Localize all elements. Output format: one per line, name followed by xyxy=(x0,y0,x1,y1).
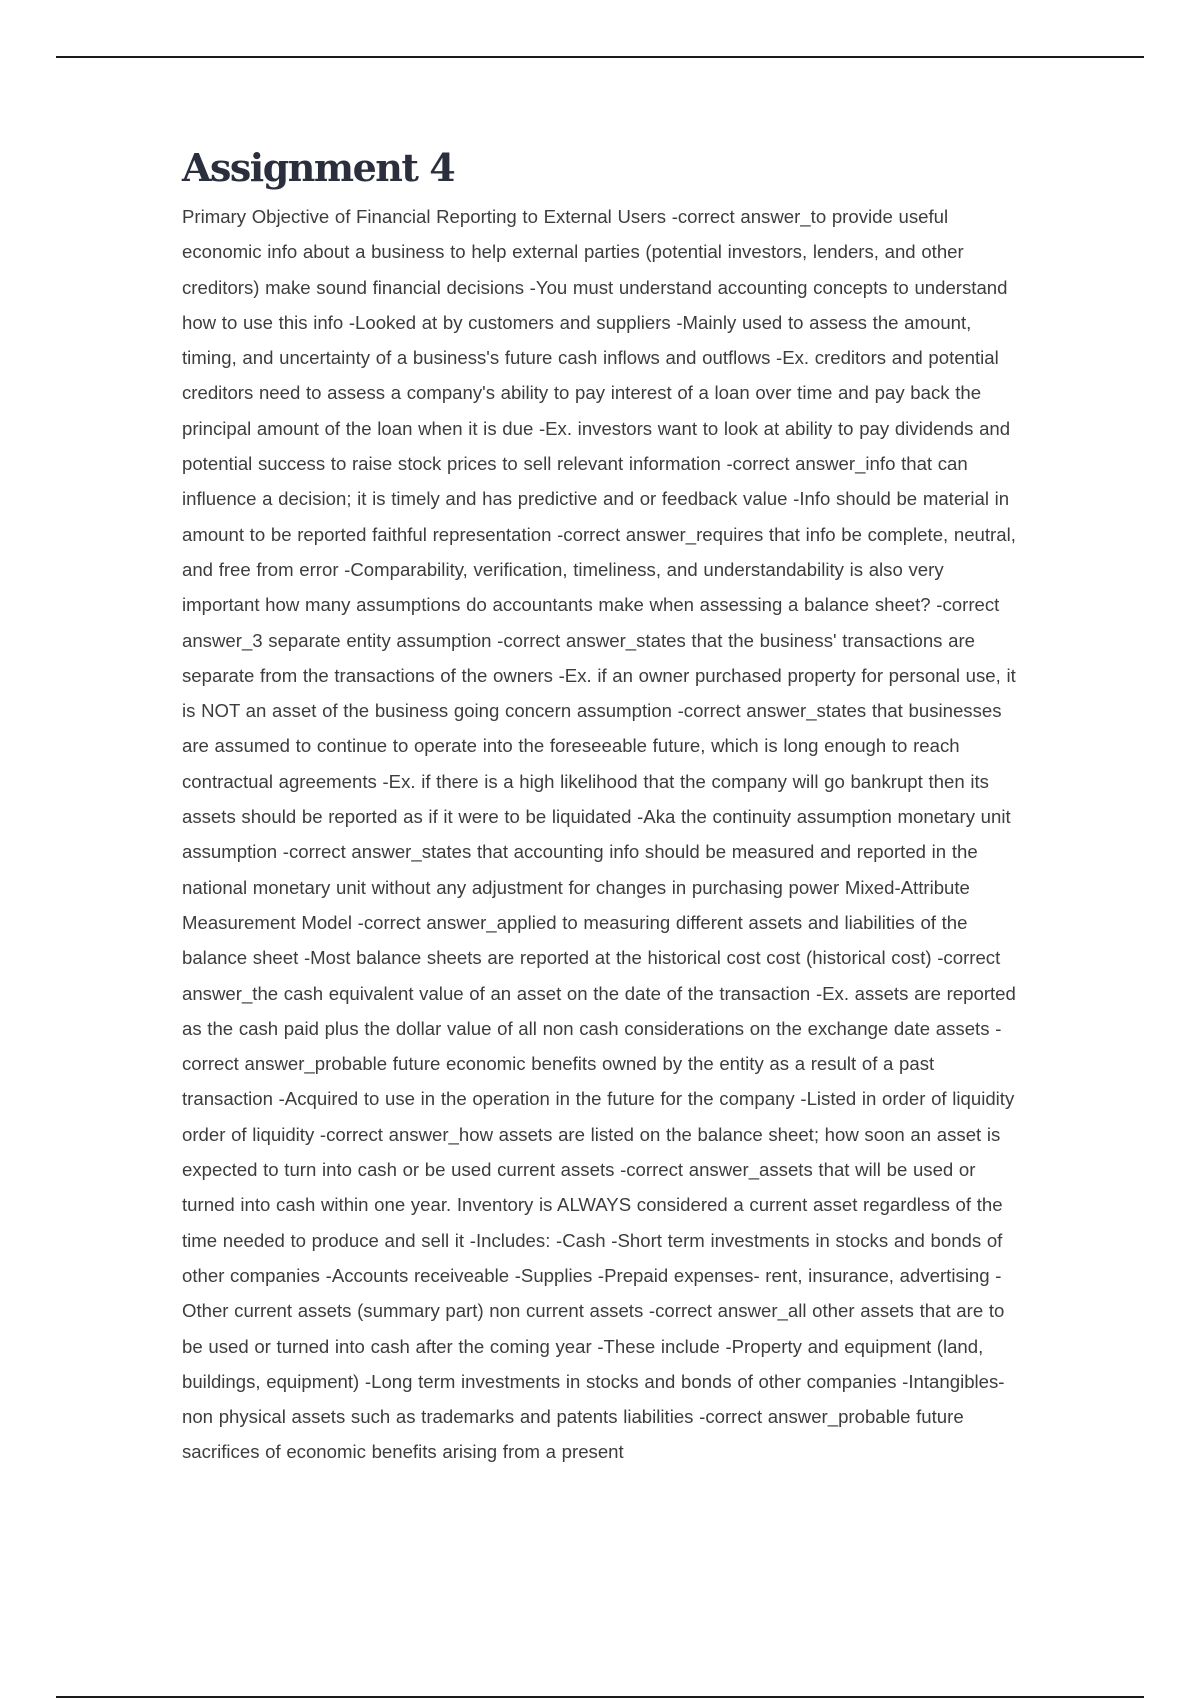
bottom-divider xyxy=(56,1696,1144,1698)
document-title: Assignment 4 xyxy=(182,145,455,190)
document-body: Primary Objective of Financial Reporting to External Users -correct answer_to provide useful economic info about a business to help external parties (potential investors, lenders, and other creditors) make sound financial decisions -You must understand accounting concepts to understand how to use this info -Looked at by customers and suppliers -Mainly used to assess the amount, timing, and uncertainty of a business's future cash inflows and outflows -Ex. creditors and potential creditors need to assess a company's ability to pay interest of a loan over time and pay back the principal amount of the loan when it is due -Ex. investors want to look at ability to pay dividends and potential success to raise stock prices to sell relevant information -correct answer_info that can influence a decision; it is timely and has predictive and or feedback value -Info should be material in amount to be reported faithful representation -correct answer_requires that info be complete, neutral, and free from error -Comparability, verification, timeliness, and understandability is also very important how many assumptions do accountants make when assessing a balance sheet? -correct answer_3 separate entity assumption -correct answer_states that the business' transactions are separate from the transactions of the owners -Ex. if an owner purchased property for personal use, it is NOT an asset of the business going concern assumption -correct answer_states that businesses are assumed to continue to operate into the foreseeable future, which is long enough to reach contractual agreements -Ex. if there is a high likelihood that the company will go bankrupt then its assets should be reported as if it were to be liquidated -Aka the continuity assumption monetary unit assumption -correct answer_states that accounting info should be measured and reported in the national monetary unit without any adjustment for changes in purchasing power Mixed-Attribute Measurement Model -correct answer_applied to measuring different assets and liabilities of the balance sheet -Most balance sheets are reported at the historical cost cost (historical cost) -correct answer_the cash equivalent value of an asset on the date of the transaction -Ex. assets are reported as the cash paid plus the dollar value of all non cash considerations on the exchange date assets -correct answer_probable future economic benefits owned by the entity as a result of a past transaction -Acquired to use in the operation in the future for the company -Listed in order of liquidity order of liquidity -correct answer_how assets are listed on the balance sheet; how soon an asset is expected to turn into cash or be used current assets -correct answer_assets that will be used or turned into cash within one year. Inventory is ALWAYS considered a current asset regardless of the time needed to produce and sell it -Includes: -Cash -Short term investments in stocks and bonds of other companies -Accounts receiveable -Supplies -Prepaid expenses- rent, insurance, advertising -Other current assets (summary part) non current assets -correct answer_all other assets that are to be used or turned into cash after the coming year -These include -Property and equipment (land, buildings, equipment) -Long term investments in stocks and bonds of other companies -Intangibles- non physical assets such as trademarks and patents liabilities -correct answer_probable future sacrifices of economic benefits arising from a present xyxy=(182,206,1016,1463)
document-content xyxy=(182,143,1024,1470)
top-divider xyxy=(56,56,1144,58)
